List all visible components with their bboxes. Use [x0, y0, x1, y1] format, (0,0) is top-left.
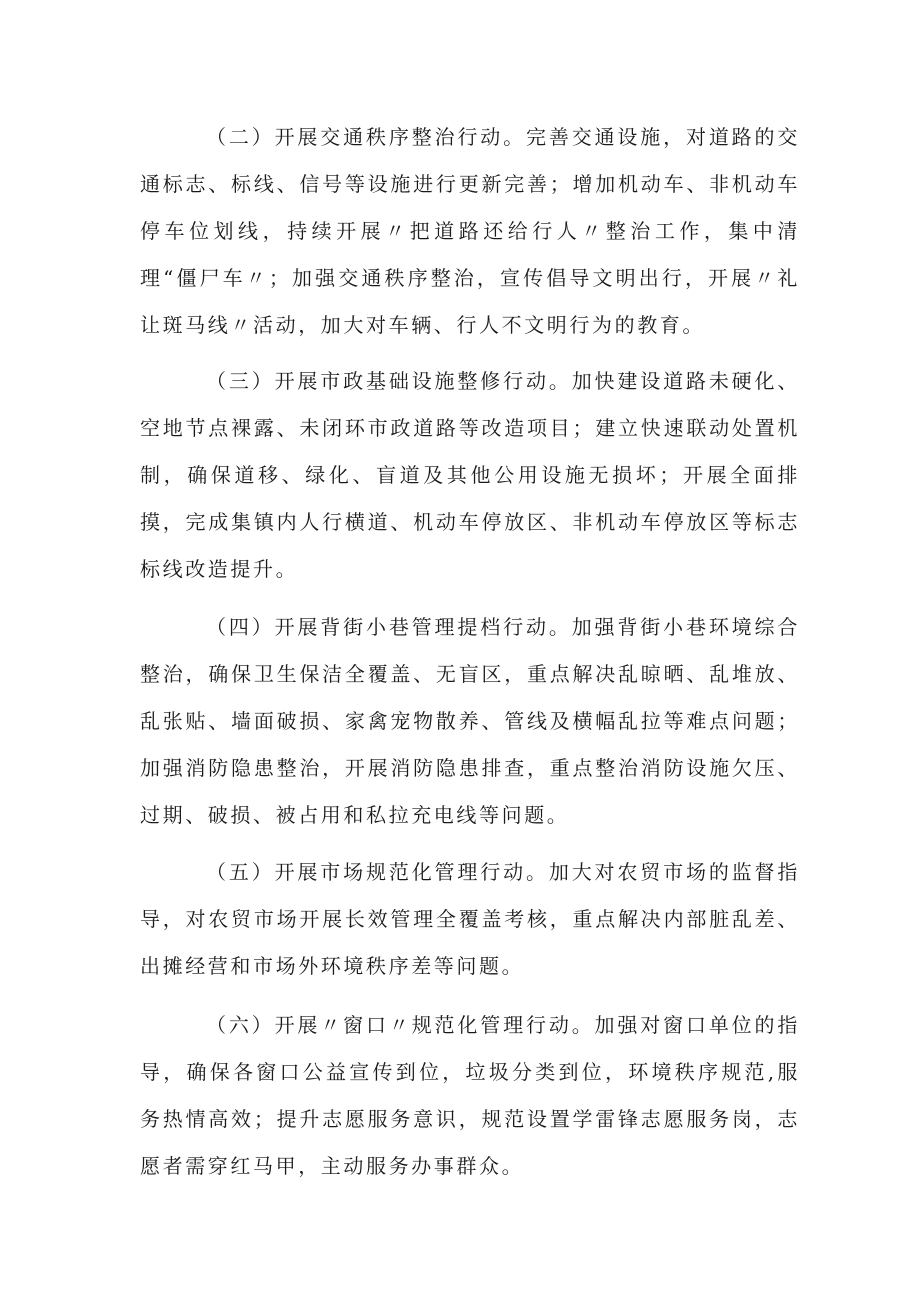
- paragraph-service-window: （六）开展〃窗口〃规范化管理行动。加强对窗口单位的指导，确保各窗口公益宣传到位，垃圾分类到位，环境秩序规范,服务热情高效；提升志愿服务意识，规范设置学雷锋志愿服务岗，志愿者需穿红马甲，主动服务办事群众。: [140, 1013, 800, 1178]
- paragraph-municipal-infrastructure: （三）开展市政基础设施整修行动。加快建设道路未硬化、空地节点裸露、未闭环市政道路等改造项目；建立快速联动处置机制，确保道移、绿化、盲道及其他公用设施无损坏；开展全面排摸，完成集镇内人行横道、机动车停放区、非机动车停放区等标志标线改造提升。: [140, 369, 800, 581]
- paragraph-traffic-order: （二）开展交通秩序整治行动。完善交通设施，对道路的交通标志、标线、信号等设施进行更新完善；增加机动车、非机动车停车位划线，持续开展〃把道路还给行人〃整治工作，集中清理“僵尸车〃；加强交通秩序整治，宣传倡导文明出行，开展〃礼让斑马线〃活动，加大对车辆、行人不文明行为的教育。: [140, 125, 800, 337]
- paragraph-back-alleys: （四）开展背街小巷管理提档行动。加强背街小巷环境综合整治，确保卫生保洁全覆盖、无盲区，重点解决乱晾晒、乱堆放、乱张贴、墙面破损、家禽宠物散养、管线及横幅乱拉等难点问题；加强消防隐患整治，开展消防隐患排查，重点整治消防设施欠压、过期、破损、被占用和私拉充电线等问题。: [140, 615, 800, 827]
- paragraph-market-management: （五）开展市场规范化管理行动。加大对农贸市场的监督指导，对农贸市场开展长效管理全覆盖考核，重点解决内部脏乱差、出摊经营和市场外环境秩序差等问题。: [140, 860, 800, 978]
- document-body: [140, 114, 800, 1202]
